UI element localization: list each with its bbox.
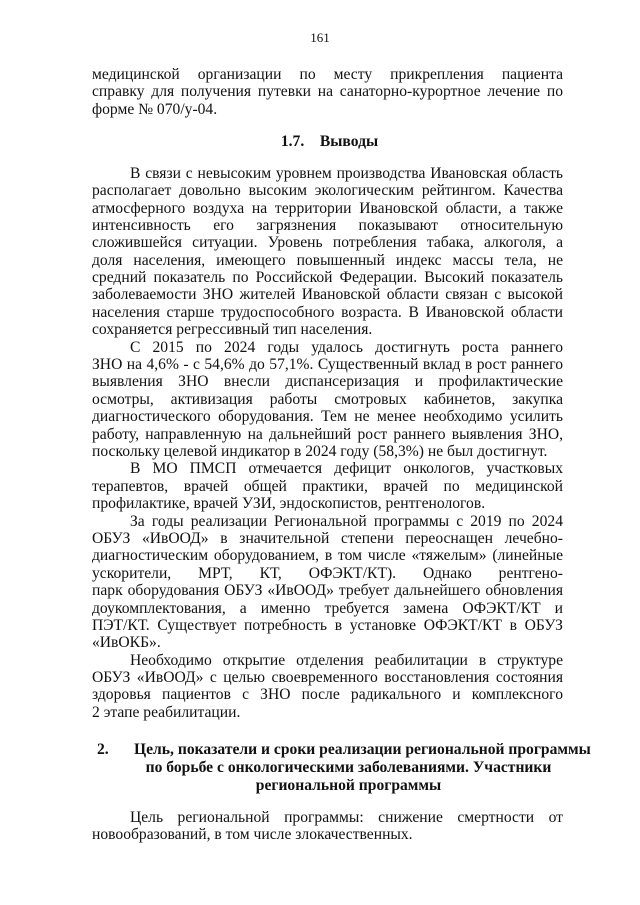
text-line: Необходимо открытие отделения реабилитации в структуре — [130, 651, 563, 669]
text-line: поскольку целевой индикатор в 2024 году (58,3%) не был достигнут. — [92, 443, 548, 460]
heading-line: региональной программы — [255, 776, 442, 794]
section-2-body — [92, 809, 563, 844]
text-line: располагает довольно высоким экологическим рейтингом. Качества — [92, 182, 563, 200]
section-number: 2. — [97, 741, 109, 759]
text-line: медицинской организации по месту прикрепления пациента — [92, 66, 563, 83]
paragraph — [92, 460, 563, 512]
text-line: терапевтов, врачей общей практики, врачей по медицинской — [92, 477, 563, 495]
section-heading-1-7 — [92, 133, 563, 150]
text-line: ПЭТ/КТ. Существует потребность в установке ОФЭКТ/КТ в ОБУЗ — [92, 616, 563, 634]
text-line: сложившейся ситуации. Уровень потребления табака, алкоголя, а — [92, 234, 563, 252]
section-title: Выводы — [319, 132, 379, 150]
text-line: выявления ЗНО внесли диспансеризация и профилактические — [92, 373, 563, 391]
text-line: интенсивность его загрязнения показывают относительную — [92, 216, 563, 234]
paragraph — [92, 652, 563, 722]
text-line: ОБУЗ «ИвООД» с целью своевременного восстановления состояния — [92, 669, 563, 687]
text-line: работу, направленную на дальнейший рост раннего выявления ЗНО, — [92, 425, 563, 443]
page-number: 161 — [310, 30, 330, 45]
text-line: С 2015 по 2024 годы удалось достигнуть роста раннего — [130, 338, 563, 356]
text-line: В связи с невысоким уровнем производства Ивановская область — [130, 164, 563, 182]
text-line: «ИвОКБ». — [92, 634, 161, 652]
text-line: диагностическим оборудованием, в том числе «тяжелым» (линейные — [92, 547, 563, 565]
section-1-7-body — [92, 165, 563, 722]
text-line: В МО ПМСП отмечается дефицит онкологов, участковых — [130, 460, 563, 478]
section-heading-2 — [92, 741, 591, 794]
text-line: атмосферного воздуха на территории Ивановской области, а также — [92, 199, 563, 217]
heading-line: по борьбе с онкологическими заболеваниями. Участники — [145, 759, 552, 777]
text-line: доукомплектования, а именно требуется замена ОФЭКТ/КТ и — [92, 599, 563, 617]
text-line: 2 этапе реабилитации. — [92, 703, 241, 721]
text-line: Цель региональной программы: снижение смертности от — [130, 808, 563, 826]
intro-paragraph — [92, 66, 563, 118]
document-body — [92, 66, 591, 844]
text-line: новообразований, в том числе злокачественных. — [92, 826, 413, 844]
paragraph — [92, 513, 563, 652]
text-line: справку для получения путевки на санаторно-курортное лечение по — [92, 83, 563, 101]
text-line: населения старше трудоспособного возраста. В Ивановской области — [92, 303, 563, 321]
text-line: ОБУЗ «ИвООД» в значительной степени переоснащен лечебно- — [92, 529, 563, 547]
text-line: профилактике, врачей УЗИ, эндоскопистов, рентгенологов. — [92, 495, 486, 513]
text-line: диагностического оборудования. Тем не менее необходимо усилить — [92, 408, 563, 426]
text-line: доля населения, имеющего повышенный индекс массы тела, не — [92, 251, 563, 269]
paragraph — [92, 809, 563, 844]
paragraph — [92, 339, 563, 461]
text-line: ЗНО на 4,6% - с 54,6% до 57,1%. Существенный вклад в рост раннего — [92, 356, 563, 374]
text-line: За годы реализации Региональной программы с 2019 по 2024 — [130, 512, 563, 530]
text-line: форме № 070/у-04. — [92, 100, 218, 118]
text-line: сохраняется регрессивный тип населения. — [92, 321, 373, 339]
section-number: 1.7. — [280, 132, 305, 150]
text-line: здоровья пациентов с ЗНО после радикального и комплексного — [92, 686, 563, 704]
text-line: заболеваемости ЗНО жителей Ивановской области связан с высокой — [92, 286, 563, 304]
text-line: парк оборудования ОБУЗ «ИвООД» требует дальнейшего обновления — [92, 582, 563, 600]
paragraph — [92, 165, 563, 339]
heading-line: Цель, показатели и сроки реализации региональной программы — [134, 741, 591, 759]
section-title — [134, 741, 591, 794]
text-line: ускорители, МРТ, КТ, ОФЭКТ/КТ). Однако рентгено- — [92, 564, 563, 582]
paragraph — [92, 66, 563, 118]
text-line: средний показатель по Российской Федерации. Высокий показатель — [92, 269, 563, 287]
text-line: осмотры, активизация работы смотровых кабинетов, закупка — [92, 390, 563, 408]
